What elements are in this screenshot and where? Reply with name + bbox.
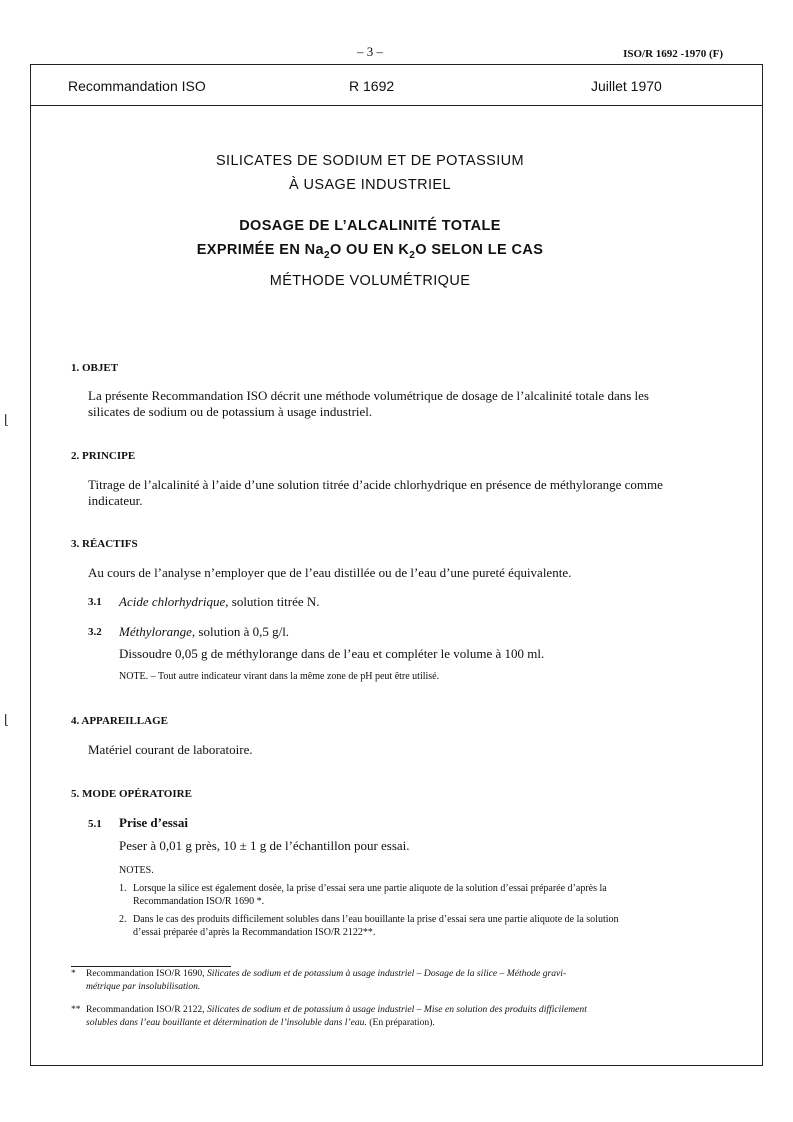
note-1 xyxy=(119,883,699,909)
section-3-text: Au cours de l’analyse n’employer que de l’eau distillée ou de l’eau d’une pureté équivalente. xyxy=(88,565,572,580)
footnote-2-mark: ** xyxy=(71,1004,81,1015)
section-4-text: Matériel courant de laboratoire. xyxy=(88,742,253,757)
section-1-heading: 1. OBJET xyxy=(71,362,119,374)
subsection-3-2-italic: Méthylorange, xyxy=(119,624,196,639)
note-2 xyxy=(119,914,699,940)
header-recommendation: Recommandation ISO xyxy=(68,78,206,94)
header-number: R 1692 xyxy=(349,78,395,94)
title-line-4-pre: EXPRIMÉE EN Na xyxy=(196,242,324,258)
subsection-5-1-number: 5.1 xyxy=(88,818,102,830)
subsection-3-1-rest: solution titrée N. xyxy=(228,594,320,609)
title-line-4 xyxy=(0,242,740,261)
section-2-text-line-1: Titrage de l’alcalinité à l’aide d’une solution titrée d’acide chlorhydrique en présence de méthylorange comme xyxy=(88,477,663,492)
margin-mark: ⌊ xyxy=(4,712,10,727)
footnote-1-mark: * xyxy=(71,968,76,979)
footnote-2-italic-2: solubles dans l’eau bouillante et détermination de l’insoluble dans l’eau. xyxy=(86,1016,367,1028)
title-line-4-post: O SELON LE CAS xyxy=(415,242,544,258)
margin-mark: ⌊ xyxy=(4,412,10,427)
section-1-text-line-1: La présente Recommandation ISO décrit une méthode volumétrique de dosage de l’alcalinité totale dans les xyxy=(88,388,649,403)
note-1-line-2: Recommandation ISO/R 1690 *. xyxy=(133,895,265,907)
subsection-3-2-detail: Dissoudre 0,05 g de méthylorange dans de l’eau et compléter le volume à 100 ml. xyxy=(119,646,545,661)
footnote-2-pre: Recommandation ISO/R 2122, xyxy=(86,1004,207,1015)
title-line-3: DOSAGE DE L’ALCALINITÉ TOTALE xyxy=(239,218,501,234)
title-line-4-sub2: 2 xyxy=(409,249,416,261)
footnote-1 xyxy=(71,968,701,994)
header-row xyxy=(31,65,762,106)
subsection-5-1-title: Prise d’essai xyxy=(119,815,188,830)
note-2-number: 2. xyxy=(119,914,127,925)
footnote-2-post: (En préparation). xyxy=(366,1016,435,1028)
title-line-1: SILICATES DE SODIUM ET DE POTASSIUM xyxy=(215,153,525,169)
section-5-heading: 5. MODE OPÉRATOIRE xyxy=(71,788,192,800)
section-4-heading: 4. APPAREILLAGE xyxy=(71,715,168,727)
subsection-3-1-text xyxy=(119,594,320,610)
page-number: – 3 – xyxy=(357,44,383,59)
note-2-text xyxy=(133,914,703,939)
subsection-3-2-note: NOTE. – Tout autre indicateur virant dans la même zone de pH peut être utilisé. xyxy=(119,671,440,682)
section-2-heading: 2. PRINCIPE xyxy=(71,450,136,462)
section-2-text-line-2: indicateur. xyxy=(88,493,143,508)
footnote-1-pre: Recommandation ISO/R 1690, xyxy=(86,968,207,979)
footnote-2-text xyxy=(86,1004,706,1029)
footnote-1-text xyxy=(86,968,706,993)
subsection-3-1-italic: Acide chlorhydrique, xyxy=(119,594,229,609)
note-1-line-1: Lorsque la silice est également dosée, la prise d’essai sera une partie aliquote de la solution d’essai préparée d’après la xyxy=(133,883,607,894)
note-1-text xyxy=(133,883,703,908)
title-line-2: À USAGE INDUSTRIEL xyxy=(289,177,451,193)
note-2-line-1: Dans le cas des produits difficilement solubles dans l’eau bouillante la prise d’essai sera une partie aliquote de la solution xyxy=(133,914,619,925)
subsection-5-1-text: Peser à 0,01 g près, 10 ± 1 g de l’échantillon pour essai. xyxy=(119,838,410,853)
note-2-line-2: d’essai préparée d’après la Recommandation ISO/R 2122**. xyxy=(133,926,376,938)
title-line-4-sub1: 2 xyxy=(323,249,330,261)
subsection-3-1-number: 3.1 xyxy=(88,596,102,608)
document-reference: ISO/R 1692 -1970 (F) xyxy=(623,48,723,60)
section-2-text xyxy=(88,477,688,509)
section-1-text-line-2: silicates de sodium ou de potassium à usage industriel. xyxy=(88,404,373,419)
footnote-1-italic-2: métrique par insolubilisation. xyxy=(86,980,201,992)
subsection-3-2-rest: solution à 0,5 g/l. xyxy=(195,624,290,639)
footnote-1-italic-1: Silicates de sodium et de potassium à usage industriel – Dosage de la silice – Méthode gravi- xyxy=(206,968,567,979)
section-1-text xyxy=(88,388,688,420)
header-date: Juillet 1970 xyxy=(591,78,662,94)
title-line-5: MÉTHODE VOLUMÉTRIQUE xyxy=(269,273,471,289)
footnote-2 xyxy=(71,1004,701,1030)
title-line-4-mid: O OU EN K xyxy=(329,242,410,258)
footnote-rule xyxy=(71,966,231,967)
subsection-3-2-number: 3.2 xyxy=(88,626,102,638)
subsection-3-2-text xyxy=(119,624,289,640)
note-1-number: 1. xyxy=(119,883,127,894)
footnote-2-italic-1: Silicates de sodium et de potassium à usage industriel – Mise en solution des produits difficilement xyxy=(206,1004,587,1015)
section-3-heading: 3. RÉACTIFS xyxy=(71,538,138,550)
notes-label: NOTES. xyxy=(119,865,154,876)
